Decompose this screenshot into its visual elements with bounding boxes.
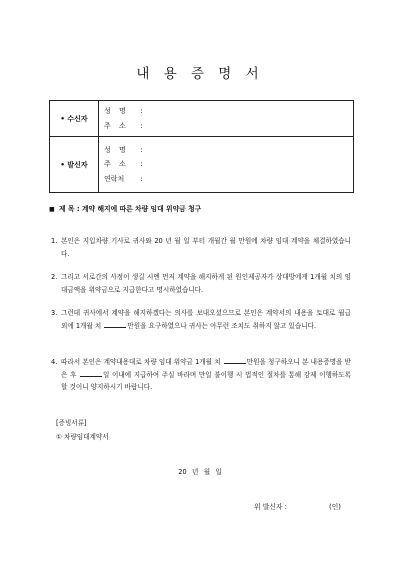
- recipient-name-row: [104, 104, 353, 119]
- evidence-heading: [증빙서류]: [56, 419, 87, 427]
- field-separator: :: [140, 174, 143, 183]
- field-label: 연락처: [104, 174, 125, 183]
- paragraph-4: [51, 356, 351, 394]
- amount-blank: [104, 320, 126, 328]
- paragraph-text: 본인은 지입차량 기사로 귀사와 20 년 월 일 부터 개월간 월 만원에 차량 임대 계약을 체결하였습니다.: [61, 237, 351, 258]
- recipient-address-row: [104, 119, 353, 134]
- paragraph-number: 4.: [51, 358, 58, 366]
- sender-name-row: [104, 143, 353, 158]
- paragraph-text: [61, 356, 351, 394]
- seal-mark: (인): [329, 503, 341, 511]
- subject-text: 제 목 : 계약 해지에 따른 차량 임대 위약금 청구: [59, 205, 202, 213]
- paragraph-2: [51, 271, 351, 296]
- recipient-fields: [99, 101, 354, 137]
- recipient-header: • 수신자: [50, 101, 99, 137]
- field-separator: :: [140, 121, 143, 130]
- field-separator: :: [140, 107, 143, 115]
- paragraph-text-part: 만원을 요구하였으나 귀사는 아무런 조치도 취하지 않고 있습니다.: [127, 321, 317, 330]
- sender-fields: [99, 137, 354, 193]
- paragraph-text-part: 일 이내에 지급하여 주실 바라며 만일 불이행 시 법적인 절차를 통해 강제 이행하도록 할 것이니 양지하시기 바랍니다.: [61, 370, 351, 391]
- field-label: 주 소: [104, 160, 129, 169]
- evidence-item: ① 차량임대계약서: [56, 433, 109, 441]
- field-label: 성 명: [104, 107, 129, 115]
- field-separator: :: [140, 160, 143, 169]
- recipient-row: [50, 101, 354, 137]
- sender-label: 위 발신자 :: [254, 503, 287, 511]
- paragraph-1: [51, 235, 351, 260]
- sender-row: [50, 137, 354, 193]
- sender-contact-row: [104, 172, 353, 187]
- sender-header: • 발신자: [50, 137, 99, 193]
- field-label: 주 소: [104, 121, 129, 130]
- paragraph-text: 그리고 서로간의 사정이 생길 시엔 먼저 계약을 해지하게 된 원인제공자가 상대방에게 1개월 치의 임대금액을 위약금으로 지급한다고 명시하였습니다.: [61, 273, 351, 294]
- document-title: 내 용 증 명 서: [136, 66, 264, 82]
- field-separator: :: [140, 145, 143, 154]
- party-info-table: [49, 100, 354, 193]
- paragraph-number: 3.: [51, 309, 58, 317]
- paragraph-text: [61, 307, 351, 332]
- paragraph-text-part: 만원을 청구하오니 본 내용증명을 받은 후: [61, 358, 351, 379]
- paragraph-text-part: 그런데 귀사에서 계약을 해지하겠다는 의사를 보내오셨으므로 본인은 계약서의 내용을 토대로 월급 외에 1개월 치: [61, 309, 351, 330]
- field-label: 성 명: [104, 145, 129, 154]
- date-line: 20 년 월 일: [178, 468, 222, 476]
- paragraph-3: [51, 307, 351, 332]
- sender-address-row: [104, 157, 353, 172]
- days-blank: [80, 369, 102, 377]
- paragraph-number: 1.: [51, 237, 58, 245]
- subject-line: [49, 203, 201, 213]
- amount-blank: [224, 356, 246, 364]
- square-bullet-icon: ■: [49, 206, 55, 213]
- paragraph-number: 2.: [51, 273, 58, 281]
- paragraph-text-part: 따라서 본인은 계약내용대로 차량 임대 위약금 1개월 치: [61, 358, 223, 366]
- signature-line: [254, 501, 341, 511]
